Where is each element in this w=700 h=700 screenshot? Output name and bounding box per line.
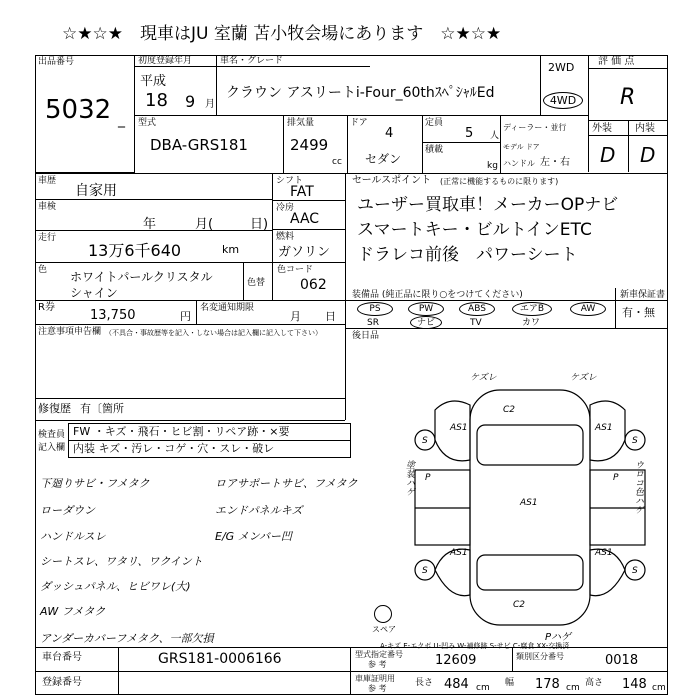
mark-s-fl: S <box>422 436 428 446</box>
mark-s-rr: S <box>632 566 638 576</box>
model-name: クラウン アスリートi-Four_60thｽﾍﾟｼｬﾙEd <box>226 85 495 101</box>
handle-value: 左・右 <box>540 157 570 168</box>
doors-value: 4 <box>385 126 394 141</box>
tax-day: 日 <box>325 310 336 323</box>
model-designation-label-2: 参 考 <box>368 660 387 669</box>
sales-line-1: ユーザー買取車！メーカーOPナビ <box>357 195 619 215</box>
drive-2wd: 2WD <box>548 61 575 74</box>
hand-note-2: ローダウン <box>40 504 95 517</box>
drive-4wd: 4WD <box>543 92 583 109</box>
equip-tv: TV <box>470 318 482 328</box>
equip-navi: ナビ <box>410 316 442 329</box>
shift-value: FAT <box>290 184 314 200</box>
notes-sub: （不具合・事故歴等を記入・しない場合は記入欄に記入して下さい） <box>105 329 322 337</box>
width-value: 178 <box>535 677 560 692</box>
hand-mid-3: E/G メンバー凹 <box>215 530 292 543</box>
hand-note-5: ダッシュパネル、ヒビワレ(大) <box>40 580 191 593</box>
color-value-2: シャイン <box>70 286 118 300</box>
first-reg-month-unit: 月 <box>205 99 215 110</box>
mark-as1-rl: AS1 <box>450 548 468 558</box>
ac-label: 冷房 <box>276 203 295 213</box>
mark-p-left: P <box>425 473 431 483</box>
mark-as1-fr: AS1 <box>595 423 613 433</box>
usage-label: 車歴 <box>38 176 57 186</box>
new-cert-label: 新車保証書 <box>620 290 666 300</box>
hand-note-3: ハンドルスレ <box>40 530 106 543</box>
grade-label: 評 価 点 <box>598 56 635 67</box>
car-damage-diagram <box>395 370 665 645</box>
shift-label: シフト <box>276 176 304 186</box>
recycle-unit: 円 <box>180 310 191 323</box>
mark-as1-roof: AS1 <box>520 498 538 508</box>
inspector-row-1: FW ・キズ・飛石・ヒビ割・リペア跡・×要 <box>73 425 290 438</box>
shaken-month: 月( <box>195 217 214 232</box>
capacity-value: 5 <box>465 126 474 141</box>
diagram-right-note: ウロコ色ハゲ <box>633 460 643 514</box>
diagram-top-left-note: ケズレ <box>470 373 497 383</box>
new-cert-value: 有・無 <box>622 306 655 319</box>
repair-value: 有〔箇所 <box>80 402 124 415</box>
recycle-value: 13,750 <box>90 308 136 323</box>
first-reg-month: 9 <box>185 92 196 111</box>
category-label: 類別区分番号 <box>516 652 564 661</box>
height-value: 148 <box>622 677 647 692</box>
equip-pw: PW <box>408 302 444 316</box>
mark-s-rl: S <box>422 566 428 576</box>
equip-abs: ABS <box>459 302 495 316</box>
color-code-label: 色コード <box>277 265 314 275</box>
lot-suffix: _ <box>118 112 125 128</box>
ext-grade: D <box>600 143 616 167</box>
width-label: 幅 <box>505 678 515 688</box>
int-label: 内装 <box>635 123 655 134</box>
category-value: 0018 <box>605 653 639 668</box>
mark-s-fr: S <box>632 436 638 446</box>
load-label: 積載 <box>425 145 444 155</box>
mark-c2-rear: C2 <box>513 600 526 610</box>
usage-value: 自家用 <box>75 183 117 199</box>
dealer-label: ディーラー・並行 <box>503 123 567 132</box>
repair-label: 修復歴 <box>38 402 71 415</box>
equip-sr: SR <box>367 318 379 328</box>
lot-label: 出品番号 <box>38 57 75 67</box>
shaken-label: 車検 <box>38 202 57 212</box>
first-reg-label: 初度登録年月 <box>138 56 193 66</box>
doors-label: ドア <box>350 118 368 128</box>
shaken-day: 日) <box>250 217 269 232</box>
equip-label: 装備品 (純正品に限り○をつけてください) <box>352 290 523 300</box>
first-reg-era: 平成 <box>140 74 167 89</box>
displacement-value: 2499 <box>290 136 329 154</box>
tax-label: 名変通知期限 <box>200 303 255 313</box>
color-value-1: ホワイトパールクリスタル <box>70 270 213 284</box>
inspector-label-1: 検査員 <box>38 430 66 440</box>
type-value: DBA-GRS181 <box>150 136 248 154</box>
color-code: 062 <box>300 277 327 293</box>
hand-mid-1: ロアサポートサビ、フメタク <box>215 477 358 490</box>
tax-month: 月 <box>290 310 301 323</box>
model-door-label: モデル ドア <box>503 143 540 151</box>
height-unit: cm <box>652 683 666 693</box>
banner: ☆★☆★ 現車はJU 室蘭 苫小牧会場にあります ☆★☆★ <box>62 24 502 44</box>
chassis-value: GRS181-0006166 <box>158 651 282 667</box>
mileage-value: 13万6千640 <box>88 241 182 260</box>
first-reg-year: 18 <box>145 90 168 111</box>
mark-as1-rr: AS1 <box>595 548 613 558</box>
model-designation-value: 12609 <box>435 653 477 668</box>
inspector-label-2: 記入欄 <box>38 443 66 453</box>
model-designation-label-1: 型式指定番号 <box>355 650 403 659</box>
diagram-top-right-note: ケズレ <box>570 373 597 383</box>
mileage-label: 走行 <box>38 233 57 243</box>
hand-note-6: AW フメタク <box>40 605 106 618</box>
equip-ps: PS <box>357 302 393 316</box>
length-value: 484 <box>444 677 469 692</box>
length-label: 長さ <box>415 678 434 688</box>
spare-mark <box>374 605 392 623</box>
diagram-left-note: 塗装ハゲ <box>404 460 414 496</box>
chassis-label: 車台番号 <box>42 652 82 663</box>
notes-label: 注意事項申告欄 <box>38 327 102 337</box>
fuel-label: 燃料 <box>276 232 295 242</box>
sales-note: (正常に機能するものに限ります) <box>440 177 559 186</box>
color-label: 色 <box>38 265 48 275</box>
lot-number: 5032 <box>45 95 112 125</box>
vehicle-size-label-1: 車庫証明用 <box>355 674 395 683</box>
length-unit: cm <box>476 683 490 693</box>
vehicle-size-label-2: 参 考 <box>368 684 387 693</box>
ac-value: AAC <box>290 211 320 227</box>
hand-note-1: 下廻りサビ・フメタク <box>40 477 150 490</box>
recycle-label: R券 <box>38 302 55 313</box>
type-label: 型式 <box>138 118 157 128</box>
rear-window <box>477 555 583 590</box>
hand-note-4: シートスレ、ワタリ、ワクイント <box>40 555 203 568</box>
sales-line-3: ドラレコ前後 パワーシート <box>357 245 578 265</box>
mark-p-right: P <box>613 473 619 483</box>
equip-airbag: エアB <box>512 302 552 316</box>
width-unit: cm <box>566 683 580 693</box>
spare-label: スペア <box>372 625 396 634</box>
color-change-label: 色替 <box>247 278 266 288</box>
shaken-year: 年 <box>143 217 157 232</box>
sales-line-2: スマートキー・ビルトインETC <box>357 220 592 240</box>
height-label: 高さ <box>585 678 604 688</box>
equip-leather: カワ <box>522 318 541 328</box>
body-type: セダン <box>365 152 402 166</box>
windshield <box>477 425 583 465</box>
ext-label: 外装 <box>592 123 612 134</box>
mileage-unit: km <box>222 243 240 256</box>
damage-legend: A-キズ E-エクボ U-凹み W-補修跡 S-サビ C-腐食 XX-交換済 <box>380 642 570 650</box>
handle-label: ハンドル <box>503 159 535 168</box>
diagram-p-fade: Pハゲ <box>545 632 572 643</box>
hand-mid-2: エンドパネルキズ <box>215 504 303 517</box>
model-label: 車名・グレード <box>220 56 284 66</box>
fuel-value: ガソリン <box>278 245 331 260</box>
capacity-unit: 人 <box>490 131 500 141</box>
hand-note-7: アンダーカバーフメタク、一部欠損 <box>40 632 214 645</box>
inspector-row-2: 内装 キズ・汚レ・コゲ・穴・スレ・破レ <box>73 442 275 455</box>
rear-items-label: 後日品 <box>352 331 380 341</box>
load-unit: kg <box>487 161 498 171</box>
capacity-label: 定員 <box>425 118 444 128</box>
mark-c2-front: C2 <box>503 405 516 415</box>
int-grade: D <box>640 143 656 167</box>
grade-score: R <box>620 85 636 110</box>
mark-as1-fl: AS1 <box>450 423 468 433</box>
reg-no-label: 登録番号 <box>42 677 82 688</box>
sales-label: セールスポイント <box>352 175 432 186</box>
equip-aw: AW <box>570 302 606 316</box>
displacement-unit: cc <box>332 157 342 167</box>
displacement-label: 排気量 <box>287 118 315 128</box>
